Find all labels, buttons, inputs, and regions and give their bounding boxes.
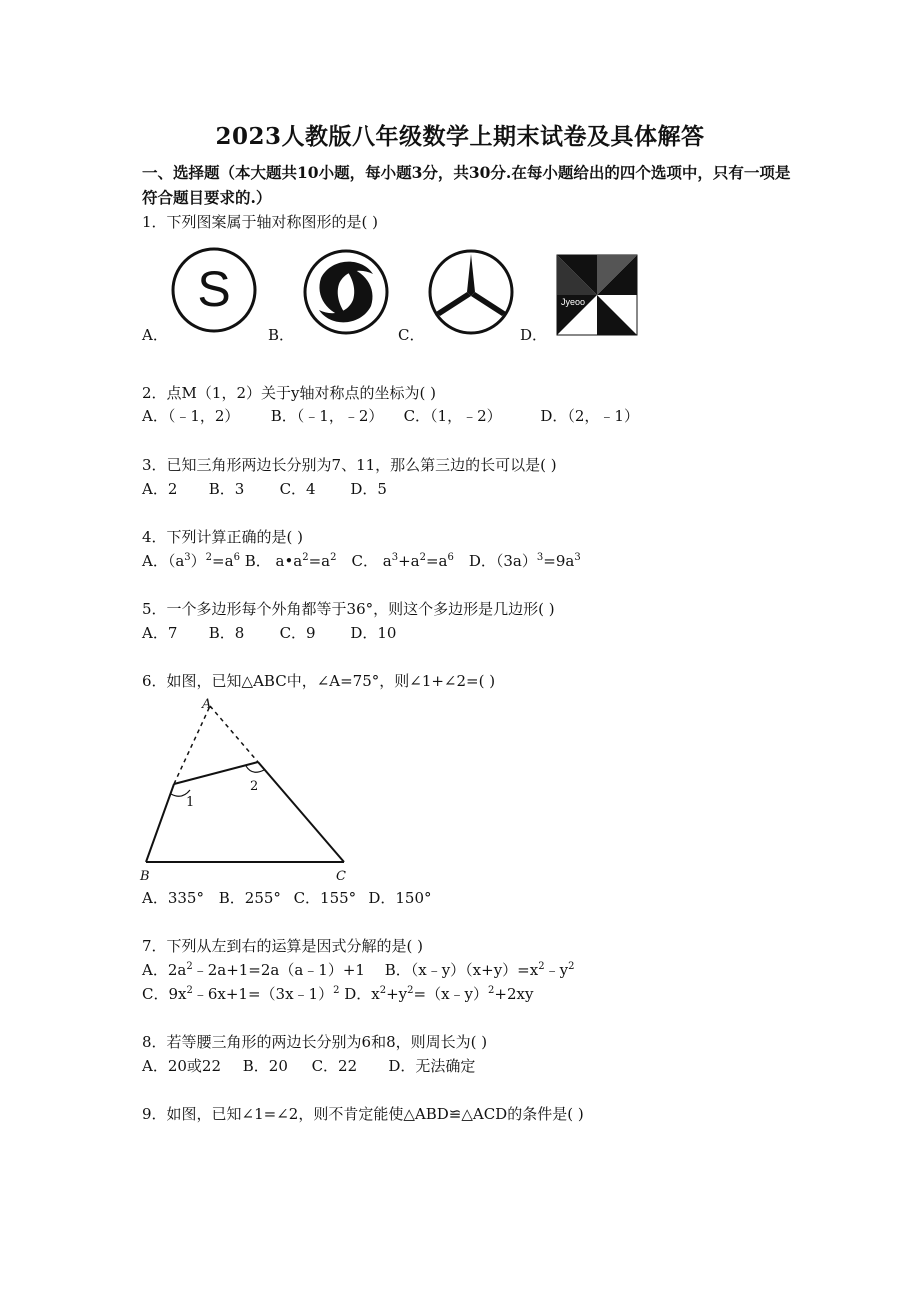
- q6-option-a[interactable]: A．335°: [142, 889, 204, 907]
- question-8-stem: 8．若等腰三角形的两边长分别为6和8，则周长为( ): [142, 1033, 488, 1051]
- question-6-stem: 6．如图，已知△ABC中，∠A=75°，则∠1+∠2=( ): [142, 672, 496, 690]
- jyeoo-text: Jyeoo: [561, 297, 586, 307]
- q6-option-b[interactable]: B．255°: [218, 889, 281, 907]
- section-heading: 一、选择题（本大题共10小题，每小题3分，共30分.在每小题给出的四个选项中，只有一项是符合题目要求的.）: [142, 163, 791, 207]
- s-letter: S: [197, 261, 231, 317]
- q5-option-b[interactable]: B．8: [208, 624, 245, 642]
- question-1-stem: 1．下列图案属于轴对称图形的是( ): [142, 213, 379, 231]
- q1-label-a: A．: [142, 326, 168, 344]
- question-7-options-cd[interactable]: C．$9x^2﹣6x+1=(3x﹣1)^2$ D．$x^2+y^2=(x﹣y)^2+2xy$: [142, 985, 534, 1003]
- vertex-c-label: C: [336, 869, 346, 884]
- q2-option-d[interactable]: D．（2，﹣1）: [540, 407, 639, 425]
- q3-option-b[interactable]: B．3: [208, 480, 245, 498]
- side-b-cut: [146, 784, 174, 862]
- question-5-stem: 5．一个多边形每个外角都等于36°，则这个多边形是几边形( ): [142, 600, 555, 618]
- vertex-b-label: B: [140, 869, 150, 884]
- q2-option-a[interactable]: A．（﹣1，2）: [142, 407, 240, 425]
- q2-option-c[interactable]: C．（1，﹣2）: [403, 407, 502, 425]
- side-c-cut: [258, 762, 344, 862]
- q3-option-a[interactable]: A．2: [142, 480, 178, 498]
- vertex-a-label: A: [202, 697, 212, 712]
- pinwheel-figure: [557, 255, 639, 337]
- q2-option-b[interactable]: B．（﹣1，﹣2）: [270, 407, 384, 425]
- q6-option-c[interactable]: C．155°: [293, 889, 357, 907]
- question-5-options: [142, 622, 396, 643]
- q8-option-d[interactable]: D．无法确定: [388, 1057, 476, 1075]
- question-3-stem: 3．已知三角形两边长分别为7、11，那么第三边的长可以是( ): [142, 456, 557, 474]
- q1-label-c: C．: [398, 326, 425, 344]
- question-4-options[interactable]: A．$(a^3)^2=a^6$ B． $a•a^2=a^2$ C． $a^3+a^2=a^6$ D．$(3a)^3=9a^3$: [142, 552, 581, 570]
- q5-option-c[interactable]: C．9: [279, 624, 316, 642]
- q8-option-b[interactable]: B．20: [242, 1057, 288, 1075]
- q3-option-c[interactable]: C．4: [279, 480, 316, 498]
- s-circle-figure: [166, 246, 262, 336]
- star-circle-figure: [426, 248, 516, 338]
- q1-label-d: D．: [520, 326, 548, 344]
- question-8-options: [142, 1055, 475, 1076]
- question-4-stem: 4．下列计算正确的是( ): [142, 528, 304, 546]
- question-6-options: [142, 887, 432, 908]
- angle-1-label: 1: [186, 795, 195, 810]
- swirl-circle-figure: [301, 248, 391, 338]
- question-7-options-ab[interactable]: A．$2a^2﹣2a+1=2a(a﹣1)+1$ B．$(x﹣y)(x+y)=x^2﹣y^2$: [142, 961, 575, 979]
- dashed-ac: [210, 706, 258, 762]
- q5-option-a[interactable]: A．7: [142, 624, 178, 642]
- cut-line: [174, 762, 258, 784]
- question-7-stem: 7．下列从左到右的运算是因式分解的是( ): [142, 937, 424, 955]
- q8-option-c[interactable]: C．22: [311, 1057, 358, 1075]
- angle-2-label: 2: [250, 779, 259, 794]
- question-9-stem: 9．如图，已知∠1=∠2，则不肯定能使△ABD≌△ACD的条件是( ): [142, 1105, 584, 1123]
- question-3-options: [142, 478, 387, 499]
- q5-option-d[interactable]: D．10: [350, 624, 397, 642]
- question-2-options: [142, 405, 639, 426]
- q8-option-a[interactable]: A．20或22: [142, 1057, 222, 1075]
- dashed-ab: [174, 706, 210, 784]
- page-title: 2023人教版八年级数学上期末试卷及具体解答: [215, 123, 705, 150]
- question-2-stem: 2．点M（1，2）关于y轴对称点的坐标为( ): [142, 384, 436, 402]
- q6-option-d[interactable]: D．150°: [368, 889, 432, 907]
- triangle-abc-figure: [138, 694, 358, 884]
- q1-label-b: B．: [268, 326, 295, 344]
- q3-option-d[interactable]: D．5: [350, 480, 387, 498]
